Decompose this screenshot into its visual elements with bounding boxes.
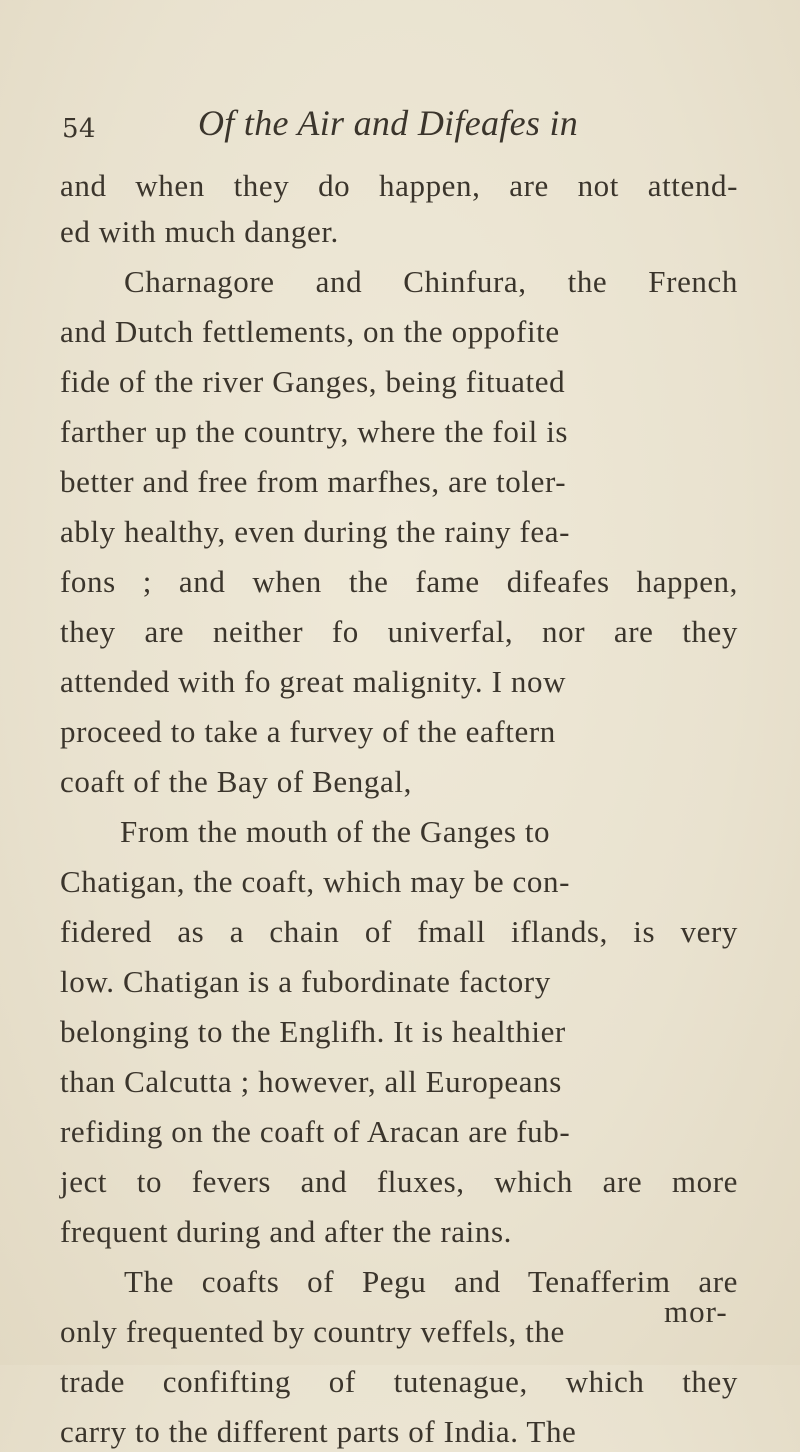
text-line: ed with much danger. — [60, 214, 339, 249]
text-line: ably healthy, even during the rainy fea- — [60, 514, 571, 549]
text-line: and when they do happen, are not attend- — [60, 168, 738, 203]
text-line: farther up the country, where the foil is — [60, 414, 569, 449]
text-line: refiding on the coaft of Aracan are fub- — [60, 1114, 571, 1149]
text-line: belonging to the Englifh. It is healthier — [60, 1014, 566, 1049]
text-line: carry to the different parts of India. The — [60, 1414, 577, 1449]
page-number: 54 — [62, 114, 97, 144]
text-line: Chatigan, the coaft, which may be con- — [60, 864, 571, 899]
text-line: and Dutch fettlements, on the oppofite — [60, 314, 560, 349]
text-line: frequent during and after the rains. — [60, 1214, 512, 1249]
text-line: ject to fevers and fluxes, which are more — [60, 1164, 738, 1199]
text-line: better and free from marfhes, are toler- — [60, 464, 567, 499]
text-line: than Calcutta ; however, all Europeans — [60, 1064, 562, 1099]
text-line: low. Chatigan is a fubordinate factory — [60, 964, 551, 999]
text-line: only frequented by country veffels, the — [60, 1314, 565, 1349]
page-header — [62, 102, 742, 158]
text-line: fons ; and when the fame difeafes happen, — [60, 564, 738, 599]
text-line: fide of the river Ganges, being fituated — [60, 364, 566, 399]
text-line: From the mouth of the Ganges to — [120, 814, 551, 849]
catchword: mor- — [664, 1294, 728, 1329]
running-head: Of the Air and Difeafes in — [198, 103, 579, 143]
text-line: The coafts of Pegu and Tenafferim are — [124, 1264, 738, 1299]
text-line: coaft of the Bay of Bengal, — [60, 764, 412, 799]
text-line: trade confifting of tutenague, which they — [60, 1364, 738, 1399]
text-line: fidered as a chain of fmall iflands, is very — [60, 914, 738, 949]
text-line: attended with fo great malignity. I now — [60, 664, 567, 699]
text-line: proceed to take a furvey of the eaftern — [60, 714, 556, 749]
text-line: they are neither fo univerfal, nor are they — [60, 614, 738, 649]
text-line: Charnagore and Chinfura, the French — [124, 264, 738, 299]
